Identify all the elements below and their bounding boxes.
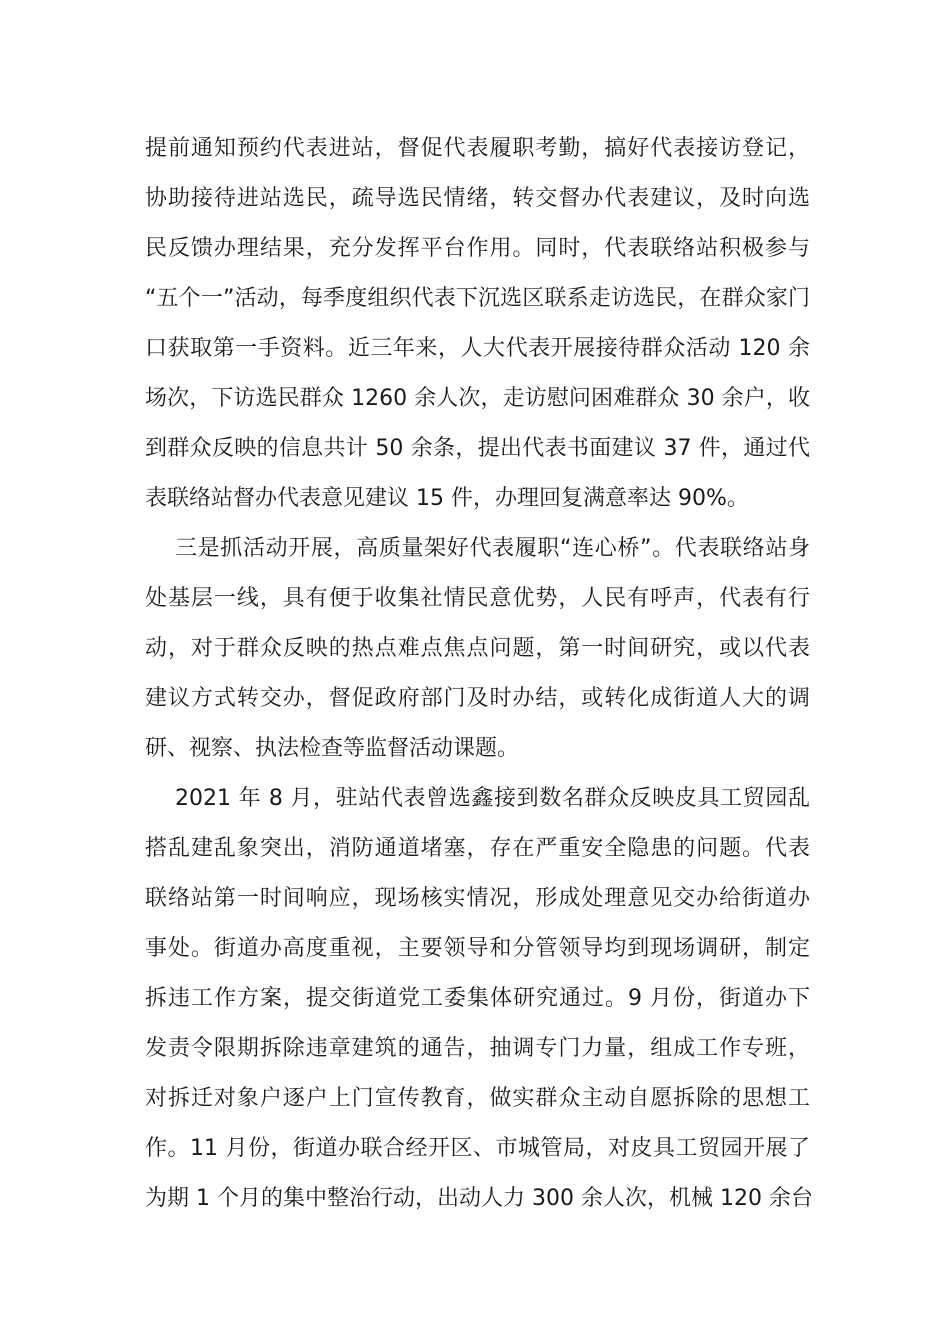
text-line: 提前通知预约代表进站，督促代表履职考勤，搞好代表接访登记， — [145, 136, 810, 161]
text-line: 动，对于群众反映的热点难点焦点问题，第一时间研究，或以代表 — [145, 636, 810, 661]
text-line: “五个一”活动，每季度组织代表下沉选区联系走访选民，在群众家门 — [145, 286, 810, 311]
text-line: 为期 1 个月的集中整治行动，出动人力 300 余人次，机械 120 余台 — [145, 1186, 813, 1211]
text-line: 拆违工作方案，提交街道党工委集体研究通过。9 月份，街道办下 — [145, 986, 810, 1011]
text-line: 表联络站督办代表意见建议 15 件，办理回复满意率达 90%。 — [145, 486, 749, 511]
text-line: 场次，下访选民群众 1260 余人次，走访慰问困难群众 30 余户，收 — [145, 386, 810, 411]
paragraph-start-line: 三是抓活动开展，高质量架好代表履职“连心桥”。代表联络站身 — [175, 536, 810, 561]
body-text — [145, 124, 813, 1224]
text-line: 事处。街道办高度重视，主要领导和分管领导均到现场调研，制定 — [145, 936, 810, 961]
text-line: 口获取第一手资料。近三年来，人大代表开展接待群众活动 120 余 — [145, 336, 810, 361]
text-line: 研、视察、执法检查等监督活动课题。 — [145, 736, 520, 761]
text-line: 对拆迁对象户逐户上门宣传教育，做实群众主动自愿拆除的思想工 — [145, 1086, 810, 1111]
text-line: 民反馈办理结果，充分发挥平台作用。同时，代表联络站积极参与 — [145, 236, 810, 261]
text-line: 协助接待进站选民，疏导选民情绪，转交督办代表建议，及时向选 — [145, 186, 810, 211]
text-line: 建议方式转交办，督促政府部门及时办结，或转化成街道人大的调 — [145, 686, 810, 711]
text-line: 作。11 月份，街道办联合经开区、市城管局，对皮具工贸园开展了 — [145, 1136, 810, 1161]
text-line: 发责令限期拆除违章建筑的通告，抽调专门力量，组成工作专班， — [145, 1036, 810, 1061]
paragraph-start-line: 2021 年 8 月，驻站代表曾选鑫接到数名群众反映皮具工贸园乱 — [175, 786, 810, 811]
text-line: 处基层一线，具有便于收集社情民意优势，人民有呼声，代表有行 — [145, 586, 810, 611]
text-line: 到群众反映的信息共计 50 余条，提出代表书面建议 37 件，通过代 — [145, 436, 810, 461]
text-line: 搭乱建乱象突出，消防通道堵塞，存在严重安全隐患的问题。代表 — [145, 836, 810, 861]
text-line: 联络站第一时间响应，现场核实情况，形成处理意见交办给街道办 — [145, 886, 810, 911]
